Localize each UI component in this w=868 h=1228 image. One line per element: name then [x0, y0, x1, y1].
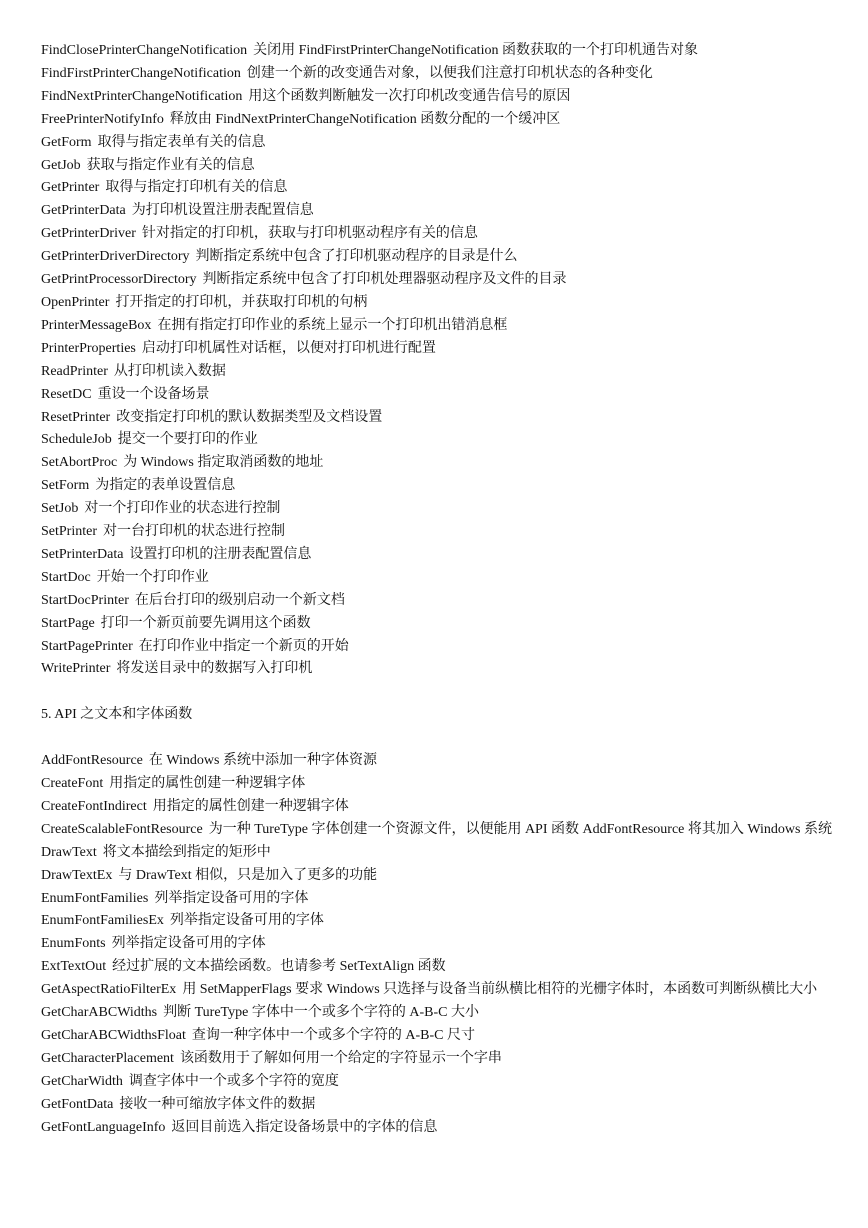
function-entry — [41, 384, 831, 407]
function-description: 改变指定打印机的默认数据类型及文档设置 — [116, 409, 383, 425]
function-name: SetPrinterData — [41, 546, 124, 562]
function-description: 返回目前选入指定设备场景中的字体的信息 — [171, 1119, 438, 1135]
function-description: 打印一个新页前要先调用这个函数 — [100, 615, 311, 631]
function-entry — [41, 613, 831, 636]
function-description: 用 SetMapperFlags 要求 Windows 只选择与设备当前纵横比相符的光栅字体时，本函数可判断纵横比大小 — [182, 982, 818, 998]
function-entry — [41, 888, 831, 911]
function-name: StartPagePrinter — [41, 638, 133, 654]
function-name: CreateFont — [41, 775, 104, 791]
function-name: StartPage — [41, 615, 95, 631]
function-name: EnumFontFamiliesEx — [41, 913, 164, 929]
function-entry — [41, 819, 831, 842]
function-description: 判断指定系统中包含了打印机处理器驱动程序及文件的目录 — [202, 272, 567, 288]
function-entry — [41, 177, 831, 200]
function-entry — [41, 429, 831, 452]
function-description: 与 DrawText 相似，只是加入了更多的功能 — [118, 867, 378, 883]
function-name: PrinterMessageBox — [41, 317, 152, 333]
function-entry — [41, 452, 831, 475]
function-description: 用指定的属性创建一种逻辑字体 — [152, 798, 349, 814]
function-entry — [41, 1025, 831, 1048]
function-name: GetPrinterData — [41, 203, 126, 219]
function-name: GetPrintProcessorDirectory — [41, 272, 197, 288]
function-description: 用这个函数判断触发一次打印机改变通告信号的原因 — [248, 88, 571, 104]
function-description: 设置打印机的注册表配置信息 — [129, 546, 312, 562]
function-description: 经过扩展的文本描绘函数。也请参考 SetTextAlign 函数 — [112, 959, 446, 975]
function-name: GetCharacterPlacement — [41, 1050, 174, 1066]
function-entry — [41, 590, 831, 613]
function-entry — [41, 544, 831, 567]
function-entry — [41, 796, 831, 819]
function-entry — [41, 498, 831, 521]
function-name: SetForm — [41, 478, 90, 494]
function-name: OpenPrinter — [41, 294, 110, 310]
function-entry — [41, 979, 831, 1002]
function-name: GetCharWidth — [41, 1073, 123, 1089]
function-description: 该函数用于了解如何用一个给定的字符显示一个字串 — [179, 1050, 502, 1066]
function-name: EnumFontFamilies — [41, 890, 149, 906]
spacer — [41, 727, 831, 750]
function-entry — [41, 910, 831, 933]
function-description: 取得与指定表单有关的信息 — [97, 134, 266, 150]
function-description: 关闭用 FindFirstPrinterChangeNotification 函数获取的一个打印机通告对象 — [253, 43, 698, 58]
function-description: 开始一个打印作业 — [96, 569, 209, 585]
function-description: 列举指定设备可用的字体 — [169, 913, 324, 929]
function-name: CreateScalableFontResource — [41, 821, 203, 837]
function-name: GetFontData — [41, 1096, 114, 1112]
function-name: ResetPrinter — [41, 409, 111, 425]
function-entry — [41, 1071, 831, 1094]
function-entry — [41, 750, 831, 773]
function-name: GetPrinterDriverDirectory — [41, 249, 190, 265]
function-entry — [41, 292, 831, 315]
function-description: 为 Windows 指定取消函数的地址 — [123, 455, 324, 471]
function-entry — [41, 1094, 831, 1117]
spacer — [41, 681, 831, 704]
function-description: 在拥有指定打印作业的系统上显示一个打印机出错消息框 — [157, 317, 508, 333]
function-description: 将文本描绘到指定的矩形中 — [102, 844, 271, 860]
function-name: CreateFontIndirect — [41, 798, 147, 814]
function-description: 从打印机读入数据 — [113, 363, 226, 379]
function-description: 针对指定的打印机，获取与打印机驱动程序有关的信息 — [141, 226, 478, 242]
function-entry — [41, 567, 831, 590]
function-entry — [41, 407, 831, 430]
function-name: FreePrinterNotifyInfo — [41, 111, 164, 127]
function-name: FindClosePrinterChangeNotification — [41, 43, 248, 58]
function-name: GetJob — [41, 157, 81, 173]
function-entry — [41, 1002, 831, 1025]
text-font-function-list — [41, 750, 831, 1139]
function-entry — [41, 956, 831, 979]
function-description: 用指定的属性创建一种逻辑字体 — [109, 775, 306, 791]
function-entry — [41, 636, 831, 659]
function-name: FindNextPrinterChangeNotification — [41, 88, 243, 104]
function-entry — [41, 155, 831, 178]
function-name: GetFontLanguageInfo — [41, 1119, 166, 1135]
function-description: 判断 TureType 字体中一个或多个字符的 A-B-C 大小 — [163, 1005, 479, 1021]
function-description: 重设一个设备场景 — [97, 386, 210, 402]
function-entry — [41, 86, 831, 109]
function-entry — [41, 132, 831, 155]
function-name: StartDoc — [41, 569, 91, 585]
function-name: GetAspectRatioFilterEx — [41, 982, 177, 998]
function-description: 为打印机设置注册表配置信息 — [131, 203, 314, 219]
function-description: 接收一种可缩放字体文件的数据 — [119, 1096, 316, 1112]
function-name: DrawText — [41, 844, 97, 860]
function-description: 创建一个新的改变通告对象，以便我们注意打印机状态的各种变化 — [246, 65, 653, 81]
function-entry — [41, 865, 831, 888]
function-description: 为指定的表单设置信息 — [95, 478, 236, 494]
function-name: SetAbortProc — [41, 455, 118, 471]
function-entry — [41, 63, 831, 86]
function-description: 查询一种字体中一个或多个字符的 A-B-C 尺寸 — [191, 1027, 475, 1043]
function-entry — [41, 1048, 831, 1071]
function-entry — [41, 773, 831, 796]
function-entry — [41, 109, 831, 132]
function-entry — [41, 933, 831, 956]
function-name: SetJob — [41, 501, 79, 517]
function-entry — [41, 315, 831, 338]
function-entry — [41, 842, 831, 865]
function-description: 将发送目录中的数据写入打印机 — [116, 661, 313, 677]
function-name: GetCharABCWidths — [41, 1005, 158, 1021]
function-description: 释放由 FindNextPrinterChangeNotification 函数分配的一个缓冲区 — [169, 111, 561, 127]
function-description: 为一种 TureType 字体创建一个资源文件，以便能用 API 函数 AddFontResource 将其加入 Windows 系统 — [208, 821, 832, 837]
function-entry — [41, 338, 831, 361]
function-name: WritePrinter — [41, 661, 111, 677]
document-page — [41, 40, 831, 1139]
function-name: ReadPrinter — [41, 363, 108, 379]
function-name: GetPrinter — [41, 180, 100, 196]
printer-function-list — [41, 40, 831, 681]
function-entry — [41, 521, 831, 544]
function-entry — [41, 223, 831, 246]
function-name: PrinterProperties — [41, 340, 136, 356]
function-description: 启动打印机属性对话框，以便对打印机进行配置 — [141, 340, 436, 356]
function-description: 取得与指定打印机有关的信息 — [105, 180, 288, 196]
function-description: 对一台打印机的状态进行控制 — [103, 524, 285, 540]
function-entry — [41, 658, 831, 681]
function-description: 打开指定的打印机，并获取打印机的句柄 — [115, 294, 368, 310]
function-name: EnumFonts — [41, 936, 106, 952]
function-description: 调查字体中一个或多个字符的宽度 — [128, 1073, 339, 1089]
function-name: DrawTextEx — [41, 867, 113, 883]
function-entry — [41, 269, 831, 292]
function-description: 提交一个要打印的作业 — [117, 432, 258, 448]
function-description: 列举指定设备可用的字体 — [154, 890, 309, 906]
function-name: SetPrinter — [41, 524, 97, 540]
function-name: ExtTextOut — [41, 959, 107, 975]
function-description: 在后台打印的级别启动一个新文档 — [134, 592, 345, 608]
function-description: 列举指定设备可用的字体 — [111, 936, 266, 952]
function-description: 对一个打印作业的状态进行控制 — [84, 501, 281, 517]
function-entry — [41, 361, 831, 384]
function-name: StartDocPrinter — [41, 592, 129, 608]
function-description: 获取与指定作业有关的信息 — [86, 157, 255, 173]
function-name: GetForm — [41, 134, 92, 150]
function-entry — [41, 246, 831, 269]
function-description: 在打印作业中指定一个新页的开始 — [138, 638, 349, 654]
function-name: GetCharABCWidthsFloat — [41, 1027, 186, 1043]
function-description: 在 Windows 系统中添加一种字体资源 — [148, 753, 377, 769]
function-name: FindFirstPrinterChangeNotification — [41, 65, 241, 81]
function-name: ResetDC — [41, 386, 92, 402]
function-entry — [41, 475, 831, 498]
function-entry — [41, 200, 831, 223]
function-entry — [41, 1117, 831, 1140]
section-heading: 5. API 之文本和字体函数 — [41, 707, 193, 723]
function-name: GetPrinterDriver — [41, 226, 136, 242]
function-name: ScheduleJob — [41, 432, 112, 448]
function-name: AddFontResource — [41, 753, 143, 769]
function-description: 判断指定系统中包含了打印机驱动程序的目录是什么 — [195, 249, 518, 265]
function-entry — [41, 40, 831, 63]
